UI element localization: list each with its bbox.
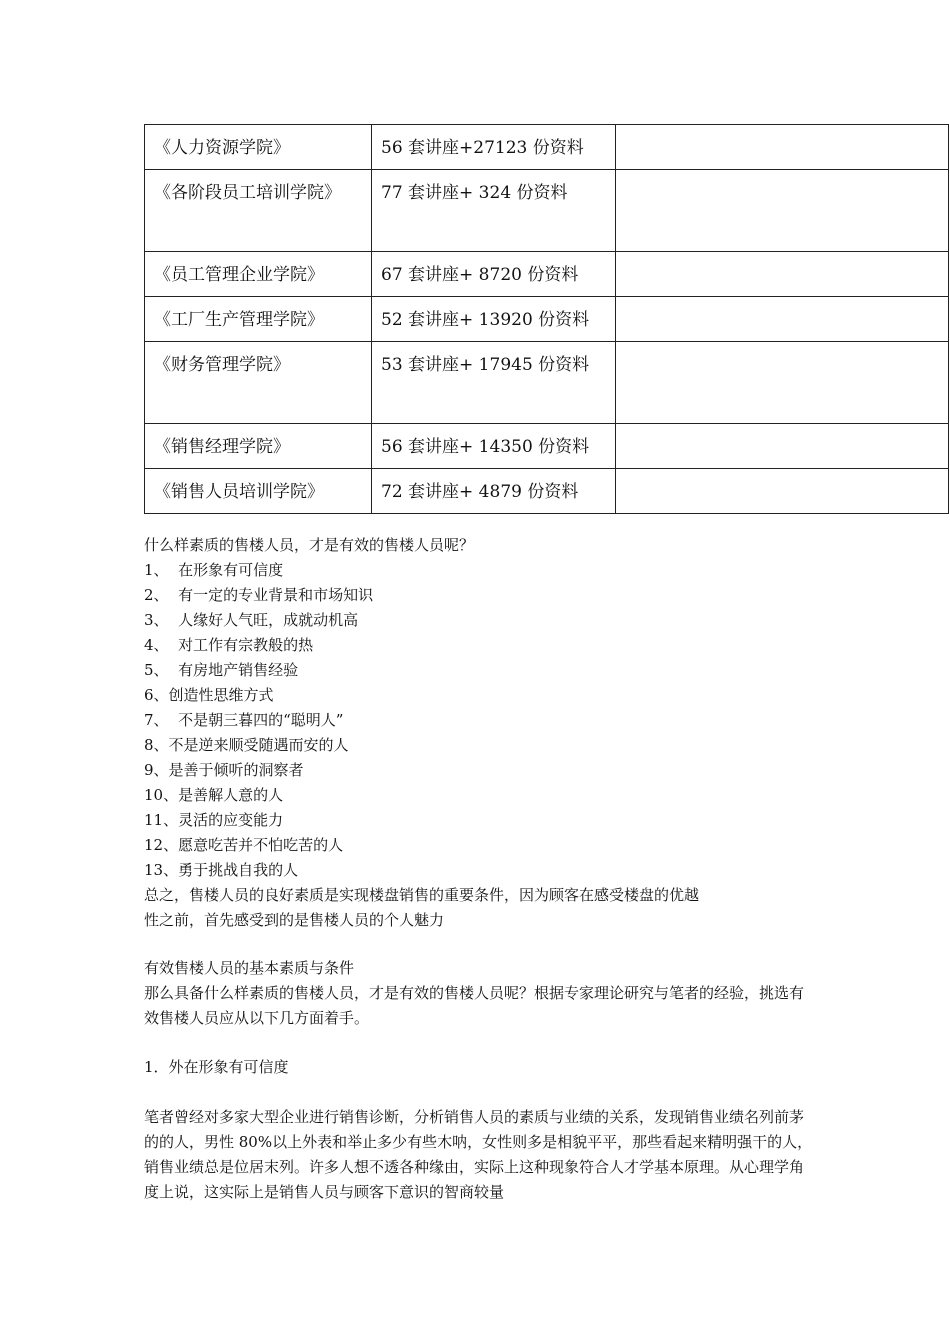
list-item: 3、 人缘好人气旺，成就动机高	[144, 611, 359, 629]
table-cell-extra	[616, 297, 949, 342]
table-cell-extra	[616, 424, 949, 469]
list-item: 5、 有房地产销售经验	[144, 661, 299, 679]
section-intro: 那么具备什么样素质的售楼人员，才是有效的售楼人员呢？根据专家理论研究与笔者的经验，挑选有效售楼人员应从以下几方面着手。	[144, 984, 805, 1027]
table-cell-name: 《销售人员培训学院》	[145, 469, 372, 514]
course-table	[144, 124, 949, 514]
list-item: 11、灵活的应变能力	[144, 811, 284, 829]
table-cell-count: 52 套讲座+ 13920 份资料	[372, 297, 616, 342]
table-cell-count: 72 套讲座+ 4879 份资料	[372, 469, 616, 514]
table-cell-extra	[616, 342, 949, 424]
table-row	[145, 342, 949, 424]
list-item: 10、是善解人意的人	[144, 786, 284, 804]
section-block	[144, 956, 814, 1031]
table-cell-count: 53 套讲座+ 17945 份资料	[372, 342, 616, 424]
table-cell-name: 《员工管理企业学院》	[145, 252, 372, 297]
table-cell-name: 《销售经理学院》	[145, 424, 372, 469]
qualities-list	[144, 533, 814, 933]
table-cell-name: 《工厂生产管理学院》	[145, 297, 372, 342]
list-item: 2、 有一定的专业背景和市场知识	[144, 586, 374, 604]
table-cell-name: 《财务管理学院》	[145, 342, 372, 424]
table-row	[145, 170, 949, 252]
list-item: 4、 对工作有宗教般的热	[144, 636, 314, 654]
list-item: 8、不是逆来顺受随遇而安的人	[144, 736, 349, 754]
table-cell-count: 77 套讲座+ 324 份资料	[372, 170, 616, 252]
table-cell-count: 56 套讲座+27123 份资料	[372, 125, 616, 170]
table-cell-extra	[616, 125, 949, 170]
table-cell-count: 56 套讲座+ 14350 份资料	[372, 424, 616, 469]
table-cell-extra	[616, 469, 949, 514]
table-row	[145, 125, 949, 170]
list-item: 13、勇于挑战自我的人	[144, 861, 299, 879]
list-item: 12、愿意吃苦并不怕吃苦的人	[144, 836, 344, 854]
table-row	[145, 297, 949, 342]
body-paragraph: 笔者曾经对多家大型企业进行销售诊断，分析销售人员的素质与业绩的关系，发现销售业绩名列前茅的的人，男性 80%以上外表和举止多少有些木呐，女性则多是相貌平平，那些看起来精明强干的人，销售业绩总是位居末列。许多人想不透各种缘由，实际上这种现象符合人才学基本原理。从心理学角度上说，这实际上是销售人员与顾客下意识的智商较量	[144, 1108, 813, 1201]
table-row	[145, 424, 949, 469]
question-line: 什么样素质的售楼人员，才是有效的售楼人员呢？	[144, 536, 475, 554]
list-item: 7、 不是朝三暮四的“聪明人”	[144, 711, 344, 729]
table-cell-extra	[616, 252, 949, 297]
list-item: 6、创造性思维方式	[144, 686, 274, 704]
table-cell-name: 《各阶段员工培训学院》	[145, 170, 372, 252]
summary-paragraph: 总之，售楼人员的良好素质是实现楼盘销售的重要条件，因为顾客在感受楼盘的优越性之前，首先感受到的是售楼人员的个人魅力	[144, 886, 700, 929]
table-row	[145, 469, 949, 514]
list-item: 1、 在形象有可信度	[144, 561, 284, 579]
table-cell-name: 《人力资源学院》	[145, 125, 372, 170]
table-cell-count: 67 套讲座+ 8720 份资料	[372, 252, 616, 297]
list-item: 9、是善于倾听的洞察者	[144, 761, 304, 779]
section-title: 有效售楼人员的基本素质与条件	[144, 959, 355, 977]
table-cell-extra	[616, 170, 949, 252]
table-row	[145, 252, 949, 297]
subheading: 1．外在形象有可信度	[144, 1058, 289, 1076]
